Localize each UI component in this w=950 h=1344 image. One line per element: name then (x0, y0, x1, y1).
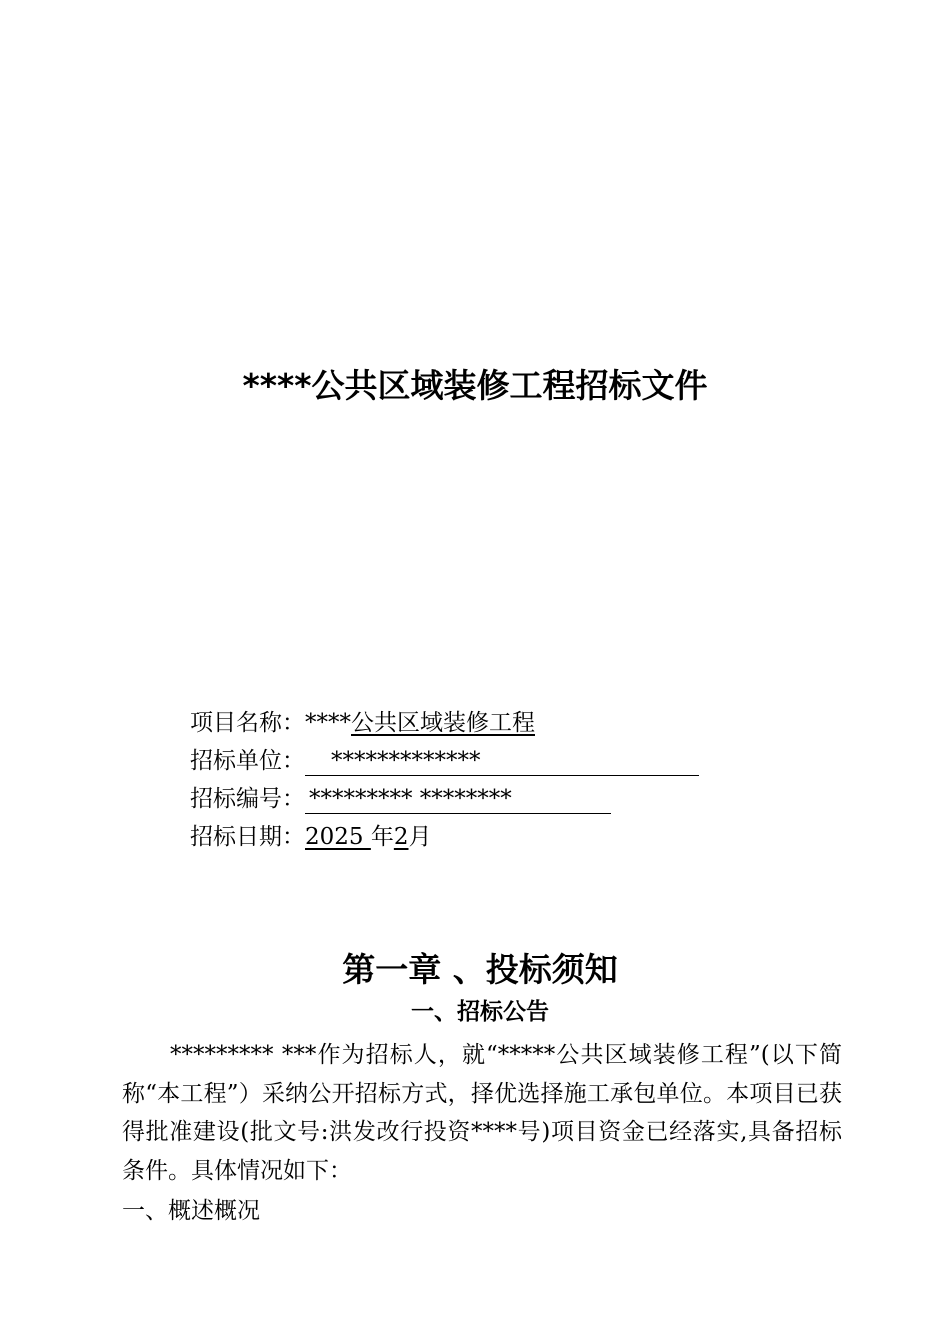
announcement-paragraph: ********* ***作为招标人，就“*****公共区域装修工程”(以下简称“本工程”）采纳公开招标方式，择优选择施工承包单位。本项目已获得批准建设(批文号:洪发改行投资****号)项目资金已经落实,具备招标条件。具体情况如下： (122, 1042, 842, 1184)
section-title: 一、招标公告 (411, 999, 549, 1025)
tender-code-row (190, 780, 699, 818)
project-name-prefix: **** (305, 710, 351, 736)
project-name-label: 项目名称： (190, 710, 305, 736)
tender-unit-label: 招标单位： (190, 748, 305, 774)
outline-item: 一、概述概况 (122, 1198, 260, 1224)
project-name-row (190, 704, 699, 742)
project-name-value: 公共区域装修工程 (351, 710, 535, 736)
tender-code-label: 招标编号： (190, 786, 305, 812)
tender-date-row (190, 818, 699, 856)
tender-date-year: 2025 (305, 824, 371, 850)
tender-date-label: 招标日期： (190, 824, 305, 850)
tender-unit-value: ************* (305, 747, 699, 776)
tender-unit-row (190, 742, 699, 780)
cover-info-block (190, 704, 699, 856)
tender-date-month-unit: 月 (408, 824, 432, 850)
tender-date-month: 2 (393, 824, 409, 850)
document-title: ****公共区域装修工程招标文件 (242, 366, 708, 405)
tender-date-year-unit: 年 (370, 824, 394, 850)
tender-code-value: ********* ******** (305, 785, 611, 814)
chapter-title: 第一章 、投标须知 (342, 950, 618, 989)
